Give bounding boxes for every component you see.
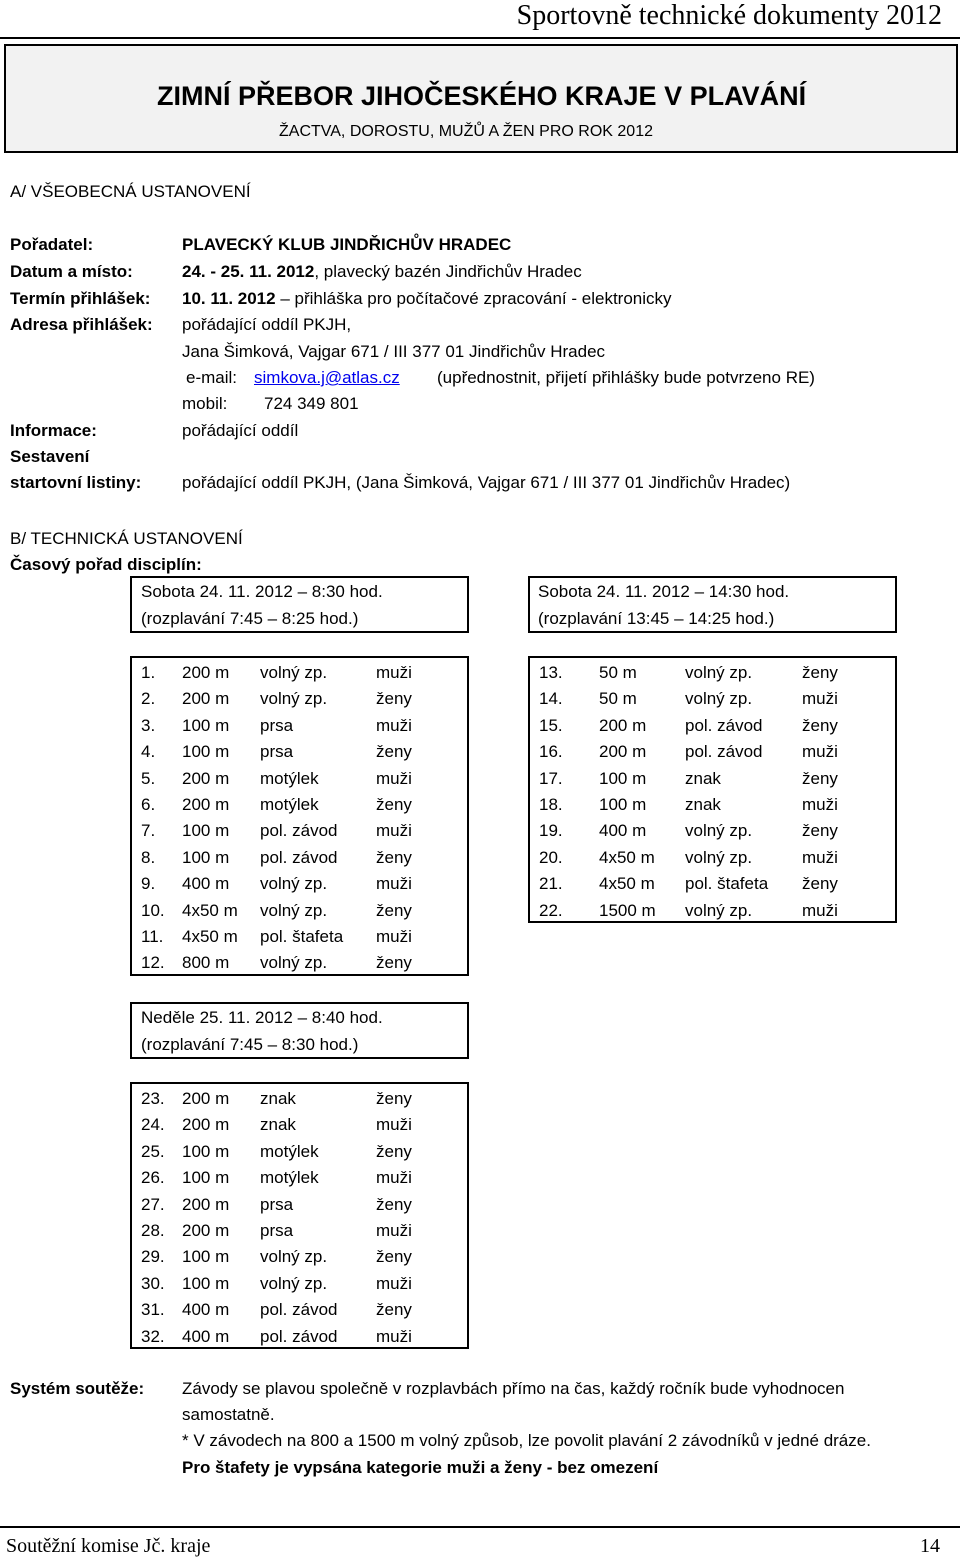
event-category: muži bbox=[802, 689, 838, 709]
event-distance: 100 m bbox=[182, 1273, 230, 1293]
termin-label: Termín přihlášek: bbox=[10, 289, 151, 308]
event-distance: 100 m bbox=[599, 768, 647, 788]
event-number: 29. bbox=[141, 1247, 165, 1267]
email-label: e-mail: bbox=[186, 368, 238, 387]
event-number: 23. bbox=[141, 1089, 165, 1108]
event-style: prsa bbox=[260, 1194, 294, 1214]
event-number: 17. bbox=[539, 768, 563, 788]
event-style: pol. závod bbox=[260, 821, 338, 841]
event-category: muži bbox=[376, 663, 412, 682]
event-distance: 200 m bbox=[182, 795, 230, 814]
event-distance: 200 m bbox=[182, 663, 230, 682]
event-category: muži bbox=[376, 1326, 412, 1346]
poradatel-label: Pořadatel: bbox=[10, 235, 94, 254]
event-distance: 400 m bbox=[599, 821, 647, 841]
event-number: 25. bbox=[141, 1141, 165, 1161]
termin-value-rest: – přihláška pro počítačové zpracování - elektronicky bbox=[275, 289, 672, 308]
event-distance: 50 m bbox=[599, 689, 637, 709]
event-number: 11. bbox=[141, 927, 164, 946]
event-style: prsa bbox=[260, 715, 294, 735]
event-number: 19. bbox=[539, 821, 563, 841]
event-style: volný zp. bbox=[685, 663, 753, 682]
sestaveni-value: pořádající oddíl PKJH, (Jana Šimková, Vajgar 671 / III 377 01 Jindřichův Hradec) bbox=[182, 473, 791, 492]
event-distance: 200 m bbox=[182, 768, 230, 788]
event-distance: 200 m bbox=[182, 1115, 230, 1135]
event-number: 1. bbox=[141, 663, 156, 682]
event-number: 18. bbox=[539, 795, 563, 814]
event-style: volný zp. bbox=[260, 874, 328, 894]
event-distance: 100 m bbox=[182, 715, 230, 735]
event-style: volný zp. bbox=[260, 1273, 328, 1293]
event-distance: 4x50 m bbox=[599, 847, 655, 867]
event-category: ženy bbox=[376, 689, 412, 709]
system-line2: samostatně. bbox=[182, 1405, 275, 1424]
event-distance: 1500 m bbox=[599, 900, 656, 920]
event-distance: 50 m bbox=[599, 663, 637, 682]
event-number: 6. bbox=[141, 795, 156, 814]
event-number: 8. bbox=[141, 847, 156, 867]
event-category: muži bbox=[802, 742, 838, 762]
section-a-heading: A/ VŠEOBECNÁ USTANOVENÍ bbox=[10, 182, 251, 201]
event-category: muži bbox=[376, 1273, 412, 1293]
event-style: znak bbox=[685, 795, 721, 814]
event-number: 14. bbox=[539, 689, 563, 709]
event-category: muži bbox=[802, 847, 838, 867]
event-category: muži bbox=[376, 874, 412, 894]
event-category: ženy bbox=[376, 1141, 412, 1161]
event-number: 22. bbox=[539, 900, 563, 920]
termin-value-bold: 10. 11. 2012 bbox=[182, 289, 276, 308]
event-style: znak bbox=[685, 768, 721, 788]
email-note: (upřednostnit, přijetí přihlášky bude potvrzeno RE) bbox=[437, 368, 815, 387]
event-distance: 100 m bbox=[182, 821, 230, 841]
event-number: 24. bbox=[141, 1115, 165, 1135]
system-line3: * V závodech na 800 a 1500 m volný způsob, lze povolit plavání 2 závodníků v jedné dráze. bbox=[182, 1431, 871, 1450]
datum-value-rest: , plavecký bazén Jindřichův Hradec bbox=[314, 262, 582, 281]
adresa-label: Adresa přihlášek: bbox=[10, 315, 153, 334]
event-category: muži bbox=[376, 1115, 412, 1135]
event-style: pol. závod bbox=[260, 1300, 338, 1320]
mobil-label: mobil: bbox=[182, 394, 228, 413]
system-line1: Závody se plavou společně v rozplavbách přímo na čas, každý ročník bude vyhodnocen bbox=[182, 1379, 845, 1398]
event-distance: 4x50 m bbox=[599, 874, 655, 894]
event-number: 27. bbox=[141, 1194, 165, 1214]
system-line4: Pro štafety je vypsána kategorie muži a ženy - bez omezení bbox=[182, 1458, 659, 1477]
event-category: muži bbox=[376, 927, 412, 946]
document-subtitle: ŽACTVA, DOROSTU, MUŽŮ A ŽEN PRO ROK 2012 bbox=[279, 123, 653, 140]
event-number: 12. bbox=[141, 953, 165, 973]
session-sun-am-time: Neděle 25. 11. 2012 – 8:40 hod. bbox=[141, 1008, 383, 1027]
event-category: ženy bbox=[376, 795, 412, 814]
adresa-line2: Jana Šimková, Vajgar 671 / III 377 01 Jindřichův Hradec bbox=[182, 342, 606, 361]
event-number: 30. bbox=[141, 1273, 165, 1293]
event-style: pol. štafeta bbox=[685, 874, 769, 894]
session-sat-pm-warmup: (rozplavání 13:45 – 14:25 hod.) bbox=[538, 609, 775, 628]
event-distance: 400 m bbox=[182, 1326, 230, 1346]
event-style: prsa bbox=[260, 742, 294, 762]
event-distance: 200 m bbox=[599, 742, 647, 762]
event-style: volný zp. bbox=[685, 900, 753, 920]
footer-rule bbox=[0, 1526, 960, 1528]
poradatel-value: PLAVECKÝ KLUB JINDŘICHŮV HRADEC bbox=[182, 235, 512, 254]
event-distance: 100 m bbox=[182, 1168, 230, 1188]
event-category: ženy bbox=[376, 1194, 412, 1214]
event-category: muži bbox=[802, 795, 838, 814]
event-style: volný zp. bbox=[685, 689, 753, 709]
event-category: ženy bbox=[802, 663, 838, 682]
event-distance: 100 m bbox=[182, 742, 230, 762]
event-number: 31. bbox=[141, 1300, 165, 1320]
datum-value bbox=[182, 263, 582, 280]
event-distance: 4x50 m bbox=[182, 927, 238, 946]
event-distance: 400 m bbox=[182, 1300, 230, 1320]
event-number: 5. bbox=[141, 768, 156, 788]
session-sun-am-warmup: (rozplavání 7:45 – 8:30 hod.) bbox=[141, 1035, 359, 1054]
event-style: motýlek bbox=[260, 768, 319, 788]
event-style: znak bbox=[260, 1089, 296, 1108]
event-category: muži bbox=[376, 768, 412, 788]
event-number: 10. bbox=[141, 900, 165, 920]
event-category: ženy bbox=[376, 900, 412, 920]
event-category: muži bbox=[376, 1221, 412, 1240]
event-distance: 200 m bbox=[599, 715, 647, 735]
event-category: ženy bbox=[376, 742, 412, 762]
event-style: volný zp. bbox=[260, 663, 328, 682]
event-number: 2. bbox=[141, 689, 156, 709]
session-sat-pm-time: Sobota 24. 11. 2012 – 14:30 hod. bbox=[538, 582, 790, 601]
event-category: muži bbox=[376, 715, 412, 735]
event-style: znak bbox=[260, 1115, 296, 1135]
event-style: volný zp. bbox=[260, 1247, 328, 1267]
event-style: prsa bbox=[260, 1221, 294, 1240]
event-style: pol. závod bbox=[260, 847, 338, 867]
mobil-value: 724 349 801 bbox=[264, 394, 359, 413]
event-category: muži bbox=[376, 821, 412, 841]
running-header-title: Sportovně technické dokumenty 2012 bbox=[516, 0, 942, 31]
event-number: 15. bbox=[539, 715, 563, 735]
event-distance: 100 m bbox=[182, 1247, 230, 1267]
event-number: 16. bbox=[539, 742, 563, 762]
event-number: 7. bbox=[141, 821, 156, 841]
footer-text: Soutěžní komise Jč. kraje bbox=[6, 1535, 211, 1557]
event-category: ženy bbox=[802, 874, 838, 894]
event-style: motýlek bbox=[260, 795, 319, 814]
session-sat-am-warmup: (rozplavání 7:45 – 8:25 hod.) bbox=[141, 609, 359, 628]
section-b-heading: B/ TECHNICKÁ USTANOVENÍ bbox=[10, 529, 243, 548]
event-category: ženy bbox=[376, 1089, 412, 1108]
adresa-line1: pořádající oddíl PKJH, bbox=[182, 315, 352, 334]
event-number: 32. bbox=[141, 1326, 165, 1346]
event-number: 20. bbox=[539, 847, 563, 867]
event-style: volný zp. bbox=[685, 821, 753, 841]
event-category: ženy bbox=[376, 1247, 412, 1267]
event-style: volný zp. bbox=[260, 953, 328, 973]
event-distance: 4x50 m bbox=[182, 900, 238, 920]
event-category: ženy bbox=[376, 1300, 412, 1320]
event-style: pol. štafeta bbox=[260, 927, 344, 946]
event-number: 4. bbox=[141, 742, 156, 762]
event-distance: 200 m bbox=[182, 1089, 230, 1108]
event-category: muži bbox=[802, 900, 838, 920]
event-category: muži bbox=[376, 1168, 412, 1188]
event-category: ženy bbox=[376, 847, 412, 867]
event-style: volný zp. bbox=[260, 689, 328, 709]
event-style: volný zp. bbox=[260, 900, 328, 920]
event-number: 3. bbox=[141, 715, 156, 735]
termin-value bbox=[182, 290, 672, 307]
event-distance: 100 m bbox=[599, 795, 647, 814]
event-distance: 200 m bbox=[182, 1194, 230, 1214]
event-category: ženy bbox=[376, 953, 412, 973]
sestaveni-label-line2: startovní listiny: bbox=[10, 473, 142, 492]
datum-label: Datum a místo: bbox=[10, 262, 133, 281]
event-style: volný zp. bbox=[685, 847, 753, 867]
event-distance: 100 m bbox=[182, 1141, 230, 1161]
event-category: ženy bbox=[802, 768, 838, 788]
event-distance: 200 m bbox=[182, 1221, 230, 1240]
event-number: 21. bbox=[539, 874, 563, 894]
event-distance: 200 m bbox=[182, 689, 230, 709]
event-category: ženy bbox=[802, 821, 838, 841]
session-sat-am-time: Sobota 24. 11. 2012 – 8:30 hod. bbox=[141, 582, 383, 601]
informace-label: Informace: bbox=[10, 421, 97, 440]
header-rule bbox=[0, 37, 960, 39]
system-label: Systém soutěže: bbox=[10, 1379, 145, 1398]
event-style: motýlek bbox=[260, 1168, 319, 1188]
email-link[interactable]: simkova.j@atlas.cz bbox=[254, 368, 400, 387]
page-number: 14 bbox=[920, 1535, 940, 1557]
event-style: pol. závod bbox=[260, 1326, 338, 1346]
event-style: pol. závod bbox=[685, 715, 763, 735]
event-distance: 100 m bbox=[182, 847, 230, 867]
event-style: motýlek bbox=[260, 1141, 319, 1161]
event-distance: 800 m bbox=[182, 953, 230, 973]
document-title: ZIMNÍ PŘEBOR JIHOČESKÉHO KRAJE V PLAVÁNÍ bbox=[157, 81, 807, 111]
datum-value-bold: 24. - 25. 11. 2012 bbox=[182, 262, 315, 281]
sestaveni-label-line1: Sestavení bbox=[10, 447, 90, 466]
event-category: ženy bbox=[802, 715, 838, 735]
event-number: 28. bbox=[141, 1221, 165, 1240]
event-number: 13. bbox=[539, 663, 563, 682]
event-number: 9. bbox=[141, 874, 156, 894]
event-style: pol. závod bbox=[685, 742, 763, 762]
informace-value: pořádající oddíl bbox=[182, 421, 299, 440]
event-number: 26. bbox=[141, 1168, 165, 1188]
schedule-subheading: Časový pořad disciplín: bbox=[10, 555, 202, 574]
event-distance: 400 m bbox=[182, 874, 230, 894]
